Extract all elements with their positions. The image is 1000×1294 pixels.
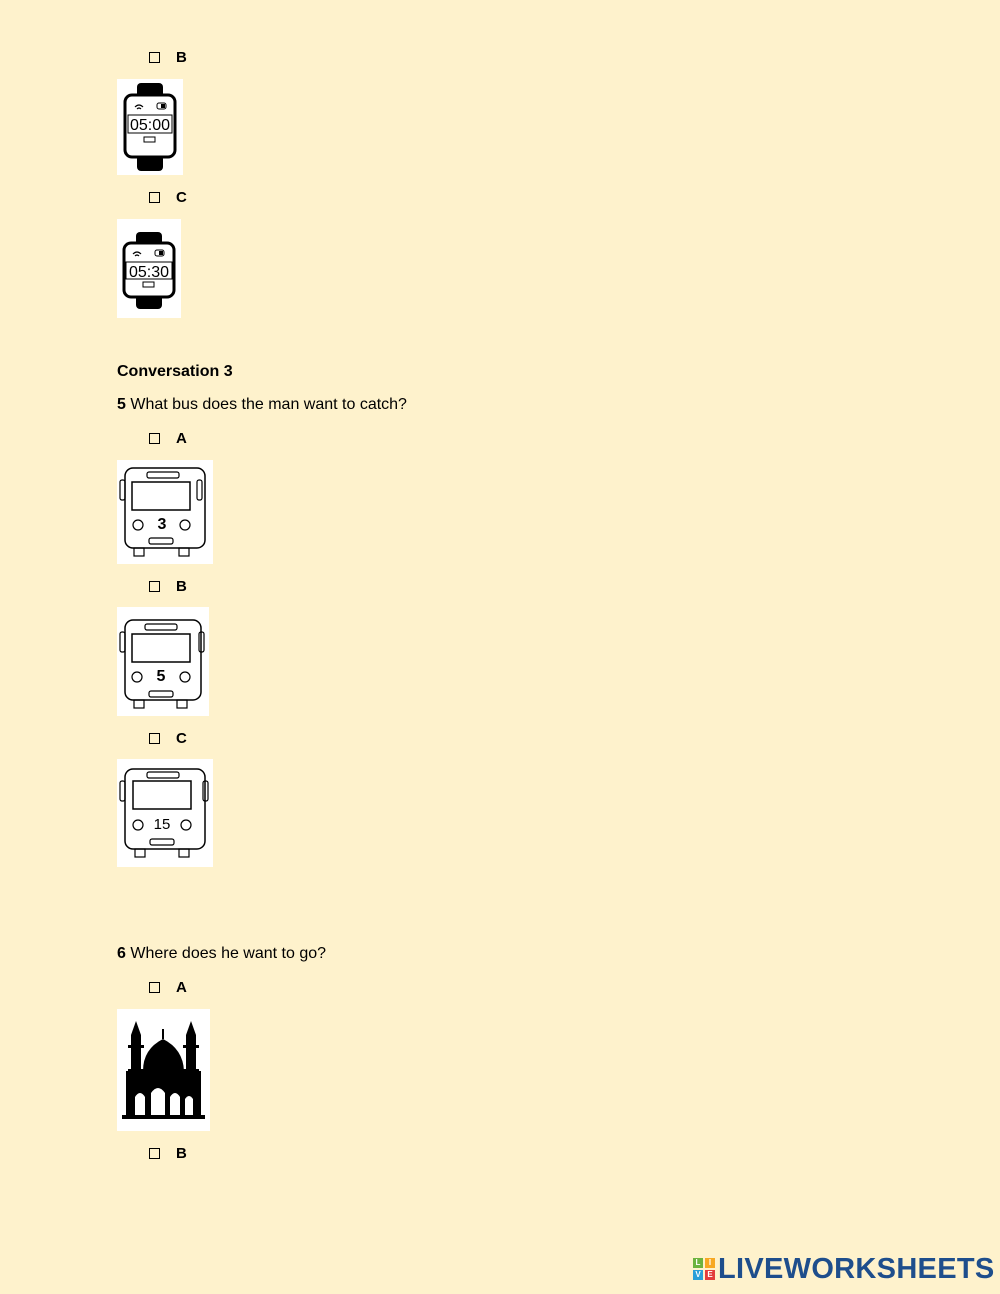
checkbox[interactable]: [149, 192, 160, 203]
q5-option-b[interactable]: [149, 576, 187, 596]
q4-option-c[interactable]: [149, 187, 187, 207]
question-6: [117, 945, 326, 963]
bus-number: 3: [157, 516, 167, 533]
bus-number: 5: [156, 668, 166, 685]
option-letter: C: [176, 188, 187, 206]
checkbox[interactable]: [149, 52, 160, 63]
liveworksheets-logo: [693, 1254, 995, 1284]
bus-number: 15: [153, 816, 171, 833]
checkbox[interactable]: [149, 733, 160, 744]
q6-option-a[interactable]: [149, 977, 187, 997]
option-letter: A: [176, 429, 187, 447]
question-text: What bus does the man want to catch?: [125, 396, 407, 413]
watch-time: 05:00: [129, 117, 171, 134]
option-letter: B: [176, 48, 187, 66]
q5-option-a[interactable]: [149, 428, 187, 448]
q5-option-c[interactable]: [149, 728, 187, 748]
option-letter: A: [176, 978, 187, 996]
question-text: Where does he want to go?: [125, 945, 327, 962]
checkbox[interactable]: [149, 982, 160, 993]
watch-icon: [117, 219, 181, 318]
checkbox[interactable]: [149, 581, 160, 592]
q6-option-b[interactable]: [149, 1143, 187, 1163]
logo-tile: V: [693, 1270, 703, 1280]
question-number: 5: [117, 396, 126, 413]
section-title: Conversation 3: [117, 363, 233, 380]
option-letter: B: [176, 577, 187, 595]
bus-icon: [117, 607, 209, 716]
question-5: [117, 396, 407, 414]
option-letter: C: [176, 729, 187, 747]
logo-tile: L: [693, 1258, 703, 1268]
logo-tile: E: [705, 1270, 715, 1280]
logo-text: LIVEWORKSHEETS: [718, 1253, 995, 1285]
bus-icon: [117, 460, 213, 564]
checkbox[interactable]: [149, 433, 160, 444]
watch-icon: [117, 79, 183, 175]
mosque-icon: [117, 1009, 210, 1131]
watch-time: 05:30: [128, 264, 170, 281]
q4-option-b[interactable]: [149, 47, 187, 67]
logo-tile: I: [705, 1258, 715, 1268]
bus-icon: [117, 759, 213, 867]
logo-tiles: [693, 1258, 715, 1280]
option-letter: B: [176, 1144, 187, 1162]
checkbox[interactable]: [149, 1148, 160, 1159]
question-number: 6: [117, 945, 126, 962]
